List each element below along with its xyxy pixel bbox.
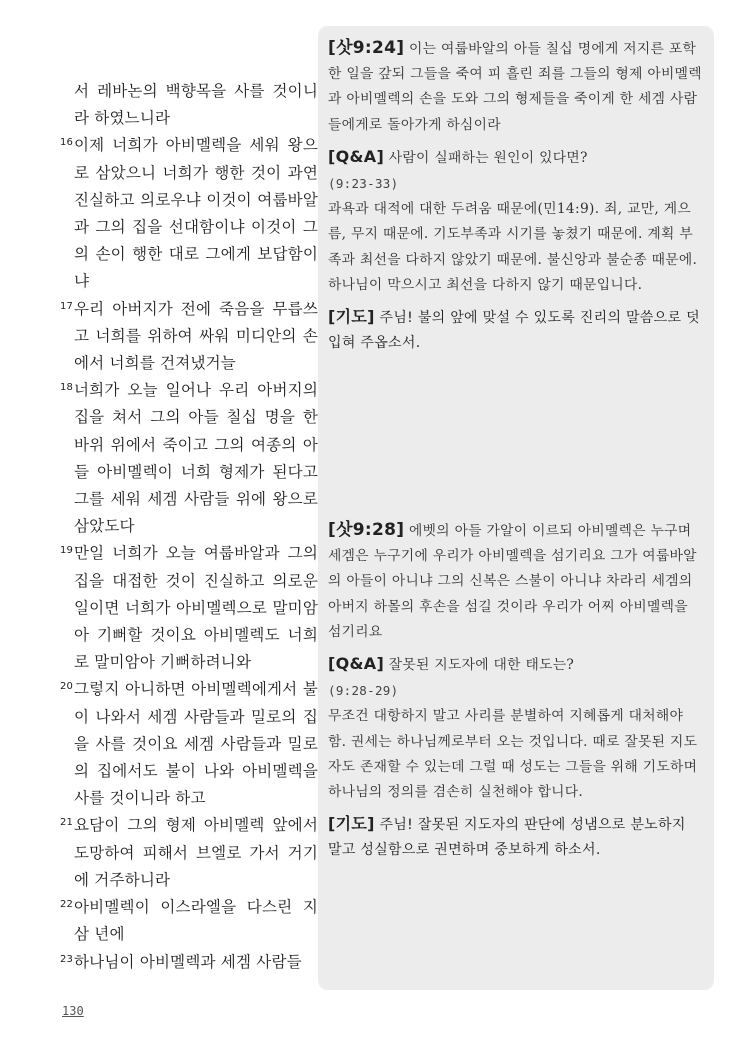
verse-reference: [삿9:24] bbox=[328, 38, 405, 58]
verse-22 bbox=[60, 894, 318, 948]
verse-text: 우리 아버지가 전에 죽음을 무릅쓰고 너희를 위하여 싸워 미디안의 손에서 너희를 건져냈거늘 bbox=[74, 299, 318, 373]
verse-number: 22 bbox=[60, 899, 74, 911]
qa-reference: (9:23-33) bbox=[328, 176, 399, 192]
verse-text: 만일 너희가 오늘 여룹바알과 그의 집을 대접한 것이 진실하고 의로운 일이면 너희가 아비멜렉으로 말미암아 기뻐할 것이요 아비멜렉도 너희로 말미암아 기뻐하려니와 bbox=[74, 544, 318, 672]
page-number: 130 bbox=[62, 1004, 84, 1018]
verse-number: 21 bbox=[60, 817, 74, 829]
verse-text: 서 레바논의 백향목을 사를 것이니라 하였느니라 bbox=[74, 82, 318, 128]
prayer-text: 주님! 불의 앞에 맞설 수 있도록 진리의 말씀으로 덧입혀 주옵소서. bbox=[328, 310, 700, 352]
verse-20 bbox=[60, 676, 318, 812]
prayer-label: [기도] bbox=[328, 307, 375, 327]
qa-section bbox=[328, 144, 704, 298]
verse-number: 23 bbox=[60, 953, 74, 965]
prayer-label: [기도] bbox=[328, 814, 375, 834]
qa-answer: 과욕과 대적에 대한 두려움 때문에(민14:9). 죄, 교만, 게으름, 무지 때문에. 기도부족과 시기를 놓쳤기 때문에. 계획 부족과 최선을 다하지 않았기 때문에. 불신앙과 불순종 때문에. 하나님이 막으시고 최선을 다하지 않기 때문입니다. bbox=[328, 201, 698, 293]
verse-17 bbox=[60, 296, 318, 378]
verse-reference: [삿9:28] bbox=[328, 520, 405, 540]
verse-quote: 이는 여룹바알의 아들 칠십 명에게 저지른 포학한 일을 갚되 그들을 죽여 피 흘린 죄를 그들의 형제 아비멜렉과 아비멜렉의 손을 도와 그의 형제들을 죽이게 한 세겜 사람들에게로 돌아가게 하심이라 bbox=[328, 41, 702, 133]
prayer-text: 주님! 잘못된 지도자의 판단에 성냄으로 분노하지 말고 성실함으로 권면하며 중보하게 하소서. bbox=[328, 817, 686, 859]
verse-continuation bbox=[60, 78, 318, 132]
qa-label: [Q&A] bbox=[328, 654, 385, 674]
verse-19 bbox=[60, 540, 318, 676]
commentary-verse bbox=[328, 518, 704, 645]
commentary-block-1 bbox=[328, 36, 704, 356]
verse-21 bbox=[60, 812, 318, 894]
verse-text: 그렇지 아니하면 아비멜렉에게서 불이 나와서 세겜 사람들과 밀로의 집을 사를 것이요 세겜 사람들과 밀로의 집에서도 불이 나와 아비멜렉을 사를 것이니라 하고 bbox=[74, 680, 318, 808]
verse-number: 16 bbox=[60, 137, 74, 149]
verse-23 bbox=[60, 949, 318, 976]
verse-number: 19 bbox=[60, 545, 74, 557]
verse-number: 18 bbox=[60, 382, 74, 394]
qa-question: 사람이 실패하는 원인이 있다면? bbox=[388, 149, 588, 166]
commentary-block-2 bbox=[328, 518, 704, 864]
qa-section bbox=[328, 651, 704, 805]
verse-number: 20 bbox=[60, 681, 74, 693]
commentary-panel bbox=[318, 26, 714, 990]
verse-text: 아비멜렉이 이스라엘을 다스린 지 삼 년에 bbox=[74, 898, 318, 944]
verse-text: 이제 너희가 아비멜렉을 세워 왕으로 삼았으니 너희가 행한 것이 과연 진실하고 의로우냐 이것이 여룹바알과 그의 집을 선대함이냐 이것이 그의 손이 행한 대로 그에게 보답함이냐 bbox=[74, 136, 318, 291]
qa-label: [Q&A] bbox=[328, 146, 385, 166]
commentary-verse bbox=[328, 36, 704, 138]
verse-text: 요담이 그의 형제 아비멜렉 앞에서 도망하여 피해서 브엘로 가서 거기에 거주하니라 bbox=[74, 816, 318, 889]
verse-text: 하나님이 아비멜렉과 세겜 사람들 bbox=[74, 952, 302, 971]
verse-text: 너희가 오늘 일어나 우리 아버지의 집을 쳐서 그의 아들 칠십 명을 한 바위 위에서 죽이고 그의 여종의 아들 아비멜렉이 너희 형제가 된다고 그를 세워 세겜 사람들 위에 왕으로 삼았도다 bbox=[74, 381, 318, 536]
prayer-section bbox=[328, 304, 704, 356]
qa-answer: 무조건 대항하지 말고 사리를 분별하여 지혜롭게 대처해야 함. 권세는 하나님께로부터 오는 것입니다. 때로 잘못된 지도자도 존재할 수 있는데 그럴 때 성도는 그들을 위해 기도하며 하나님의 정의를 겸손히 실천해야 합니다. bbox=[328, 708, 698, 801]
qa-question: 잘못된 지도자에 대한 태도는? bbox=[388, 657, 575, 674]
scripture-column bbox=[60, 78, 318, 976]
prayer-section bbox=[328, 811, 704, 863]
verse-quote: 에벳의 아들 가알이 이르되 아비멜렉은 누구며 세겜은 누구기에 우리가 아비멜렉을 섬기리요 그가 여룹바알의 아들이 아니냐 그의 신복은 스불이 아니냐 차라리 세겜의 아버지 하몰의 후손을 섬길 것이라 우리가 어찌 아비멜렉을 섬기리요 bbox=[328, 523, 697, 640]
qa-reference: (9:28-29) bbox=[328, 683, 399, 699]
verse-18 bbox=[60, 377, 318, 540]
verse-16 bbox=[60, 132, 318, 295]
verse-number: 17 bbox=[60, 300, 74, 312]
